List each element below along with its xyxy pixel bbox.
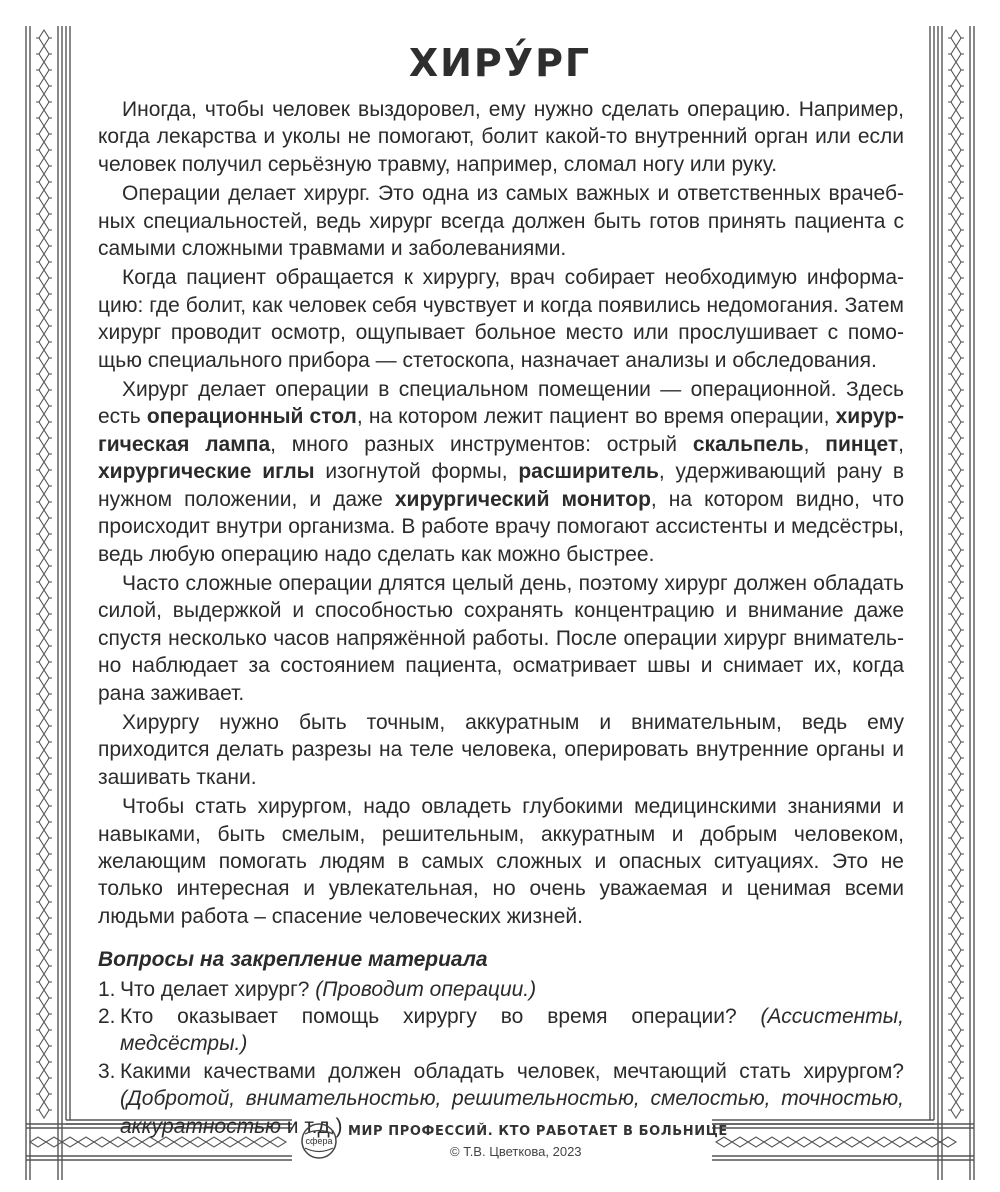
paragraph	[98, 264, 904, 374]
bold-term: операционный стол	[146, 405, 357, 429]
bold-term: скальпель	[692, 432, 804, 456]
text-segment: Когда пациент обращается к хирургу, врач собирает необходимую информацию: где болит, как человек себя чувствует и когда появились недомогания. Затем хирург проводит осмотр, ощупывает больное место или прослушивает с помощью специального прибора — стетоскопа, назначает анализы и обследования.	[98, 266, 904, 372]
text-segment: Чтобы стать хирургом, надо овладеть глубокими медицинскими знаниями и навыками, быть смелым, решительным, аккуратным и добрым человеком, желающим помогать людям в самых сложных и опасных ситуациях. Это не только интересная и увлекательная, но очень уважаемая и ценимая всеми людьми работа – спасение человеческих жизней.	[98, 795, 904, 928]
text-segment: , удерживающий рану в нужном положении, и даже	[98, 460, 905, 511]
text-segment: Хирургу нужно быть точным, аккуратным и внимательным, ведь ему приходится делать разрезы на теле человека, оперировать внутренние органы и зашивать ткани.	[98, 710, 904, 789]
text-segment: , на котором лежит пациент во время операции,	[356, 405, 836, 429]
footer-title: МИР ПРОФЕССИЙ. КТО РАБОТАЕТ В БОЛЬНИЦЕ	[348, 1124, 728, 1139]
bold-term: расширитель	[518, 460, 659, 484]
text-segment: ,	[898, 432, 904, 456]
paragraph	[98, 709, 904, 791]
question-number: 3.	[98, 1059, 116, 1083]
article-body	[98, 96, 904, 1140]
paragraph-list	[98, 96, 904, 930]
paragraph	[98, 376, 904, 568]
text-segment: , на котором видно, что происходит внутри организма. В работе врачу помогают ассистенты и медсёстры, ведь любую операцию надо сделать как можно быстрее.	[98, 487, 905, 566]
sfera-logo-icon	[300, 1122, 338, 1160]
text-segment: Операции делает хирург. Это одна из самых важных и ответственных врачебных специальностей, ведь хирург всегда должен быть готов принять пациента с самыми сложными травмами и заболеваниями.	[98, 182, 904, 261]
question-body	[120, 976, 904, 1003]
text-segment: Часто сложные операции длятся целый день, поэтому хирург должен обладать силой, выдержкой и способностью сохранять концентрацию и внимание даже спустя несколько часов напряжённой работы. После операции хирург внимательно наблюдает за состоянием пациента, осматривает швы и снимает их, когда рана заживает.	[98, 571, 904, 705]
questions-heading: Вопросы на закрепление материала	[98, 948, 488, 972]
paragraph	[98, 570, 904, 707]
questions-list	[98, 976, 904, 1140]
text-segment: , много разных инструментов: острый	[270, 432, 693, 456]
text-segment: Иногда, чтобы человек выздоровел, ему нужно сделать операцию. Например, когда лекарства и уколы не помогают, болит какой-то внутренний орган или если человек получил серьёзную травму, например, сломал ногу или руку.	[98, 98, 904, 176]
logo-text: сфера	[305, 1136, 333, 1146]
footer-copyright: © Т.В. Цветкова, 2023	[450, 1144, 582, 1159]
page-title: ХИРУ́РГ	[408, 41, 592, 86]
text-segment: изогнутой формы,	[314, 460, 519, 484]
answer-text: (Проводит операции.)	[315, 977, 537, 1001]
question-body	[120, 1003, 904, 1058]
bold-term: хирургическая лампа	[98, 405, 904, 456]
question-number: 2.	[98, 1005, 116, 1028]
footer	[300, 1120, 728, 1166]
answer-tail: и т.д.)	[280, 1114, 343, 1138]
question-item	[98, 976, 904, 1003]
question-text: Что делает хирург?	[120, 977, 316, 1001]
answer-text: (Добротой, внимательностью, решительностью, смелостью, точностью, аккуратностью	[120, 1087, 904, 1138]
question-text: Какими качествами должен обладать человек, мечтающий стать хирургом?	[120, 1059, 904, 1083]
bold-term: хирургический монитор	[394, 487, 651, 511]
bold-term: пинцет	[825, 432, 899, 456]
bold-term: хирургические иглы	[98, 460, 315, 484]
paragraph	[98, 96, 904, 178]
answer-text: (Ассистенты, медсёстры.)	[120, 1005, 904, 1056]
question-number: 1.	[98, 977, 116, 1001]
question-text: Кто оказывает помощь хирургу во время операции?	[120, 1005, 761, 1028]
text-segment: ,	[803, 432, 826, 456]
question-item	[98, 1003, 904, 1058]
paragraph	[98, 793, 904, 930]
paragraph	[98, 180, 904, 262]
text-segment: Хирург делает операции в специальном помещении — операционной. Здесь есть	[98, 378, 904, 429]
